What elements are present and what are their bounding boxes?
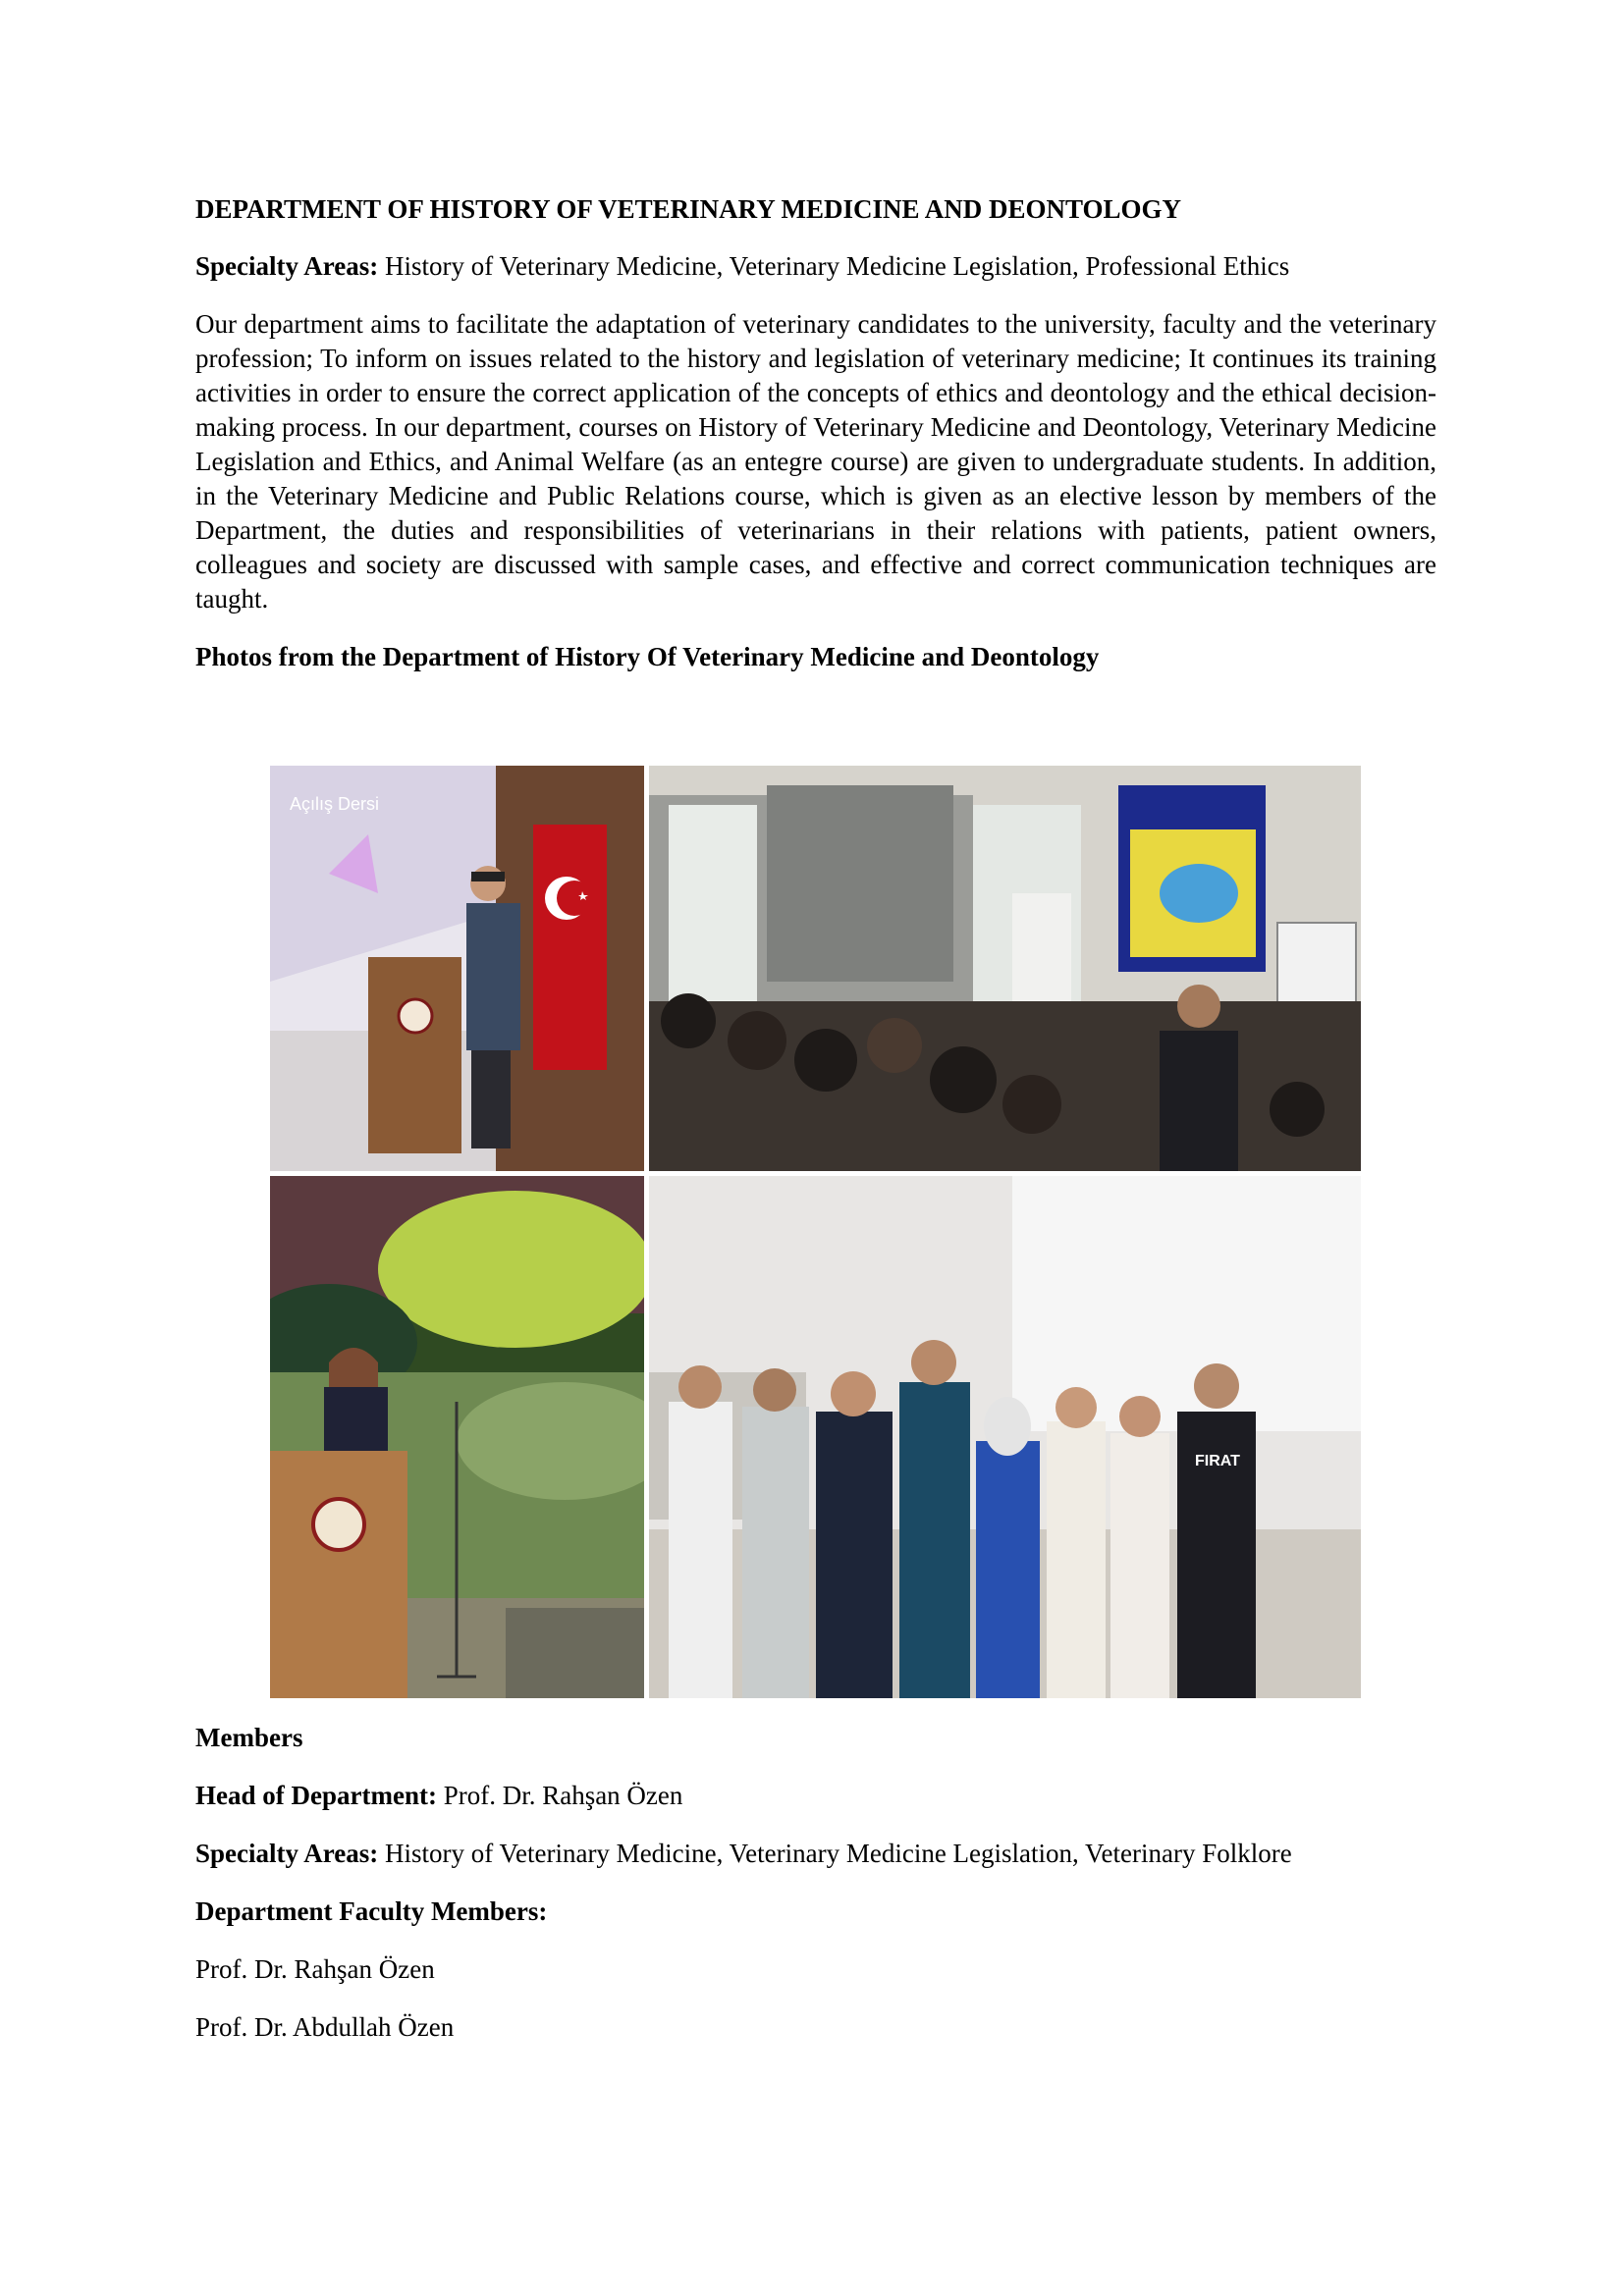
member-specialty-value: History of Veterinary Medicine, Veterinary Medicine Legislation, Veterinary Folklore bbox=[384, 1839, 1292, 1868]
photo-outdoor-speech bbox=[270, 1176, 644, 1698]
members-heading: Members bbox=[195, 1723, 303, 1752]
photo-group-image bbox=[649, 1176, 1361, 1698]
photo-classroom-map bbox=[649, 766, 1361, 1171]
photo-group bbox=[649, 1176, 1361, 1698]
head-of-department bbox=[195, 1779, 1436, 1813]
page-title: DEPARTMENT OF HISTORY OF VETERINARY MEDICINE AND DEONTOLOGY bbox=[195, 194, 1182, 224]
document-body bbox=[195, 192, 1436, 674]
photo-lecture-podium bbox=[270, 766, 644, 1171]
faculty-heading: Department Faculty Members: bbox=[195, 1896, 548, 1926]
slide-title: Açılış Dersi bbox=[290, 794, 380, 814]
faculty-member: Prof. Dr. Rahşan Özen bbox=[195, 1954, 435, 1984]
specialty-areas bbox=[195, 249, 1436, 284]
member-specialty-label: Specialty Areas: bbox=[195, 1839, 379, 1868]
head-value: Prof. Dr. Rahşan Özen bbox=[443, 1781, 683, 1810]
photo-outdoor-speech-image bbox=[270, 1176, 644, 1698]
faculty-member: Prof. Dr. Abdullah Özen bbox=[195, 2012, 455, 2042]
specialty-label: Specialty Areas: bbox=[195, 251, 379, 281]
specialty-value: History of Veterinary Medicine, Veterinary Medicine Legislation, Professional Ethics bbox=[384, 251, 1290, 281]
member-specialty-areas bbox=[195, 1837, 1436, 1871]
photo-lecture-podium-image bbox=[270, 766, 644, 1171]
photo-classroom-map-image bbox=[649, 766, 1361, 1171]
photos-heading: Photos from the Department of History Of Veterinary Medicine and Deontology bbox=[195, 642, 1100, 671]
photo-collage bbox=[270, 766, 1361, 1700]
members-section bbox=[195, 1721, 1436, 2045]
head-label: Head of Department: bbox=[195, 1781, 437, 1810]
sweatshirt-text: FIRAT bbox=[1195, 1453, 1240, 1469]
intro-paragraph: Our department aims to facilitate the adaptation of veterinary candidates to the university, faculty and the veterinary profession; To inform on issues related to the history and legislation of veterinary medicine; It continues its training activities in order to ensure the correct application of the concepts of ethics and deontology and the ethical decision-making process. In our department, courses on History of Veterinary Medicine and Deontology, Veterinary Medicine Legislation and Ethics, and Animal Welfare (as an entegre course) are given to undergraduate students. In addition, in the Veterinary Medicine and Public Relations course, which is given as an elective lesson by members of the Department, the duties and responsibilities of veterinarians in their relations with patients, patient owners, colleagues and society are discussed with sample cases, and effective and correct communication techniques are taught. bbox=[195, 309, 1436, 614]
